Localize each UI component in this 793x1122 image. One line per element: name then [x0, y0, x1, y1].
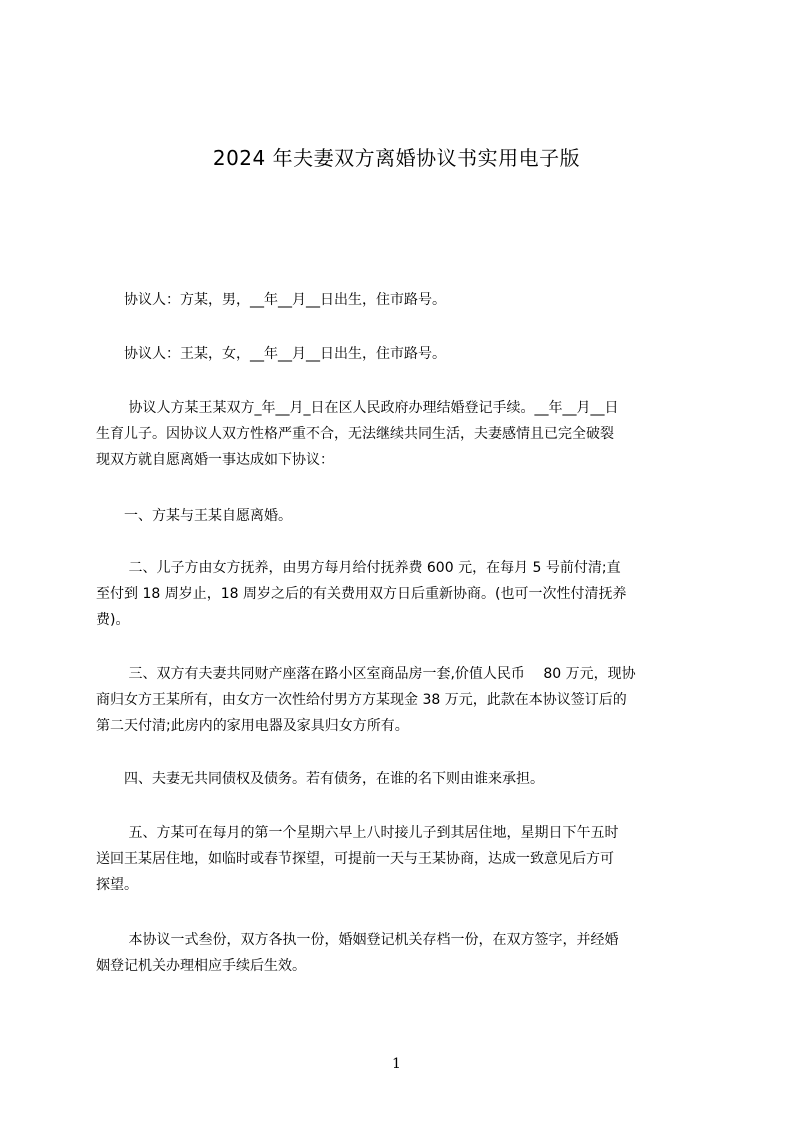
paragraph-line: 二、儿子方由女方抚养，由男方每月给付抚养费 600 元，在每月 5 号前付清;直 — [96, 560, 621, 576]
paragraph-line: 商归女方王某所有，由女方一次性给付男方方某现金 38 万元，此款在本协议签订后的 — [96, 692, 627, 708]
paragraph-line: 费)。 — [96, 612, 130, 628]
paragraph-line: 协议人方某王某双方_年__月_日在区人民政府办理结婚登记手续。__年__月__日 — [96, 400, 619, 416]
paragraph-line: 至付到 18 周岁止，18 周岁之后的有关费用双方日后重新协商。(也可一次性付清抚养 — [96, 586, 627, 602]
paragraph-line: 本协议一式叁份，双方各执一份，婚姻登记机关存档一份，在双方签字，并经婚 — [96, 932, 619, 948]
paragraph-line: 四、夫妻无共同债权及债务。若有债务，在谁的名下则由谁来承担。 — [96, 771, 544, 787]
clause-4-paragraph — [96, 766, 702, 792]
party-1-paragraph — [96, 287, 702, 313]
effectiveness-paragraph — [96, 927, 702, 979]
clause-1-paragraph — [96, 503, 702, 529]
paragraph-line: 五、方某可在每月的第一个星期六早上八时接儿子到其居住地，星期日下午五时 — [96, 825, 619, 841]
paragraph-line: 探望。 — [96, 877, 138, 893]
paragraph-line: 生育儿子。因协议人双方性格严重不合，无法继续共同生活，夫妻感情且已完全破裂 — [96, 426, 614, 442]
paragraph-line: 一、方某与王某自愿离婚。 — [96, 508, 292, 524]
paragraph-line: 姻登记机关办理相应手续后生效。 — [96, 958, 306, 974]
paragraph-line: 第二天付清;此房内的家用电器及家具归女方所有。 — [96, 718, 409, 734]
paragraph-line: 送回王某居住地，如临时或春节探望，可提前一天与王某协商，达成一致意见后方可 — [96, 851, 614, 867]
clause-5-paragraph — [96, 820, 702, 898]
paragraph-line: 现双方就自愿离婚一事达成如下协议： — [96, 452, 334, 468]
paragraph-line: 三、双方有夫妻共同财产座落在路小区室商品房一套,价值人民币 80 万元，现协 — [96, 666, 636, 682]
paragraph-line: 协议人：王某，女，__年__月__日出生，住市路号。 — [96, 346, 446, 362]
paragraph-line: 协议人：方某，男，__年__月__日出生，住市路号。 — [96, 292, 446, 308]
page-number: 1 — [392, 1056, 401, 1072]
party-2-paragraph — [96, 341, 702, 367]
clause-2-paragraph — [96, 555, 702, 633]
document-title: 2024 年夫妻双方离婚协议书实用电子版 — [212, 146, 581, 170]
clause-3-paragraph — [96, 661, 702, 739]
marriage-background-paragraph — [96, 395, 702, 473]
